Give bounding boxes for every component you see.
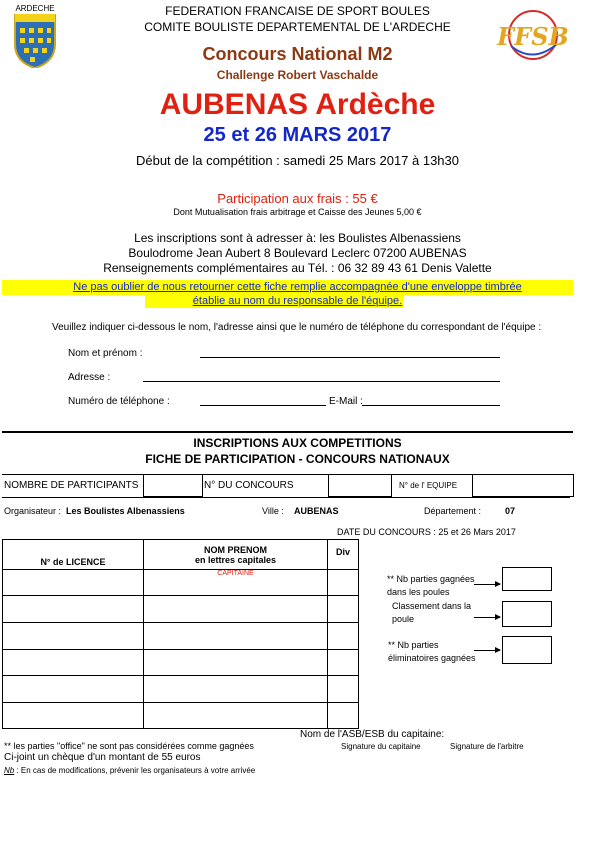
parties-elim-input[interactable] <box>502 636 552 664</box>
div-cell[interactable] <box>328 676 359 703</box>
parties-poules-line1: ** Nb parties gagnées <box>387 574 475 584</box>
parties-elim-line1: ** Nb parties <box>388 640 439 650</box>
nom-cell[interactable] <box>144 703 328 729</box>
col-licence-header: N° de LICENCE <box>3 540 144 570</box>
licence-cell[interactable] <box>3 596 144 623</box>
section-title2: FICHE DE PARTICIPATION - CONCOURS NATIONAUX <box>145 452 450 466</box>
ville-label: Ville : <box>262 506 284 516</box>
table-row <box>3 570 359 596</box>
nom-cell[interactable] <box>144 596 328 623</box>
nom-cell[interactable] <box>144 650 328 676</box>
table-row <box>3 703 359 729</box>
nb-text: : En cas de modifications, prévenir les organisateurs à votre arrivée <box>14 766 256 775</box>
parties-poules-line2: dans les poules <box>387 587 450 597</box>
col-nom-header <box>144 540 328 570</box>
classement-input[interactable] <box>502 601 552 627</box>
inscriptions-line3: Renseignements complémentaires au Tél. : 06 32 89 43 61 Denis Valette <box>103 261 492 275</box>
concours-input[interactable] <box>328 474 392 497</box>
table-header-row <box>3 540 359 570</box>
parties-poules-input[interactable] <box>502 567 552 591</box>
fees-main: Participation aux frais : 55 € <box>217 191 378 206</box>
departement-label: Département : <box>424 506 482 516</box>
phone-field[interactable] <box>200 405 326 406</box>
classement-text <box>392 600 471 626</box>
div-cell[interactable] <box>328 596 359 623</box>
modifications-note <box>4 766 255 775</box>
note-line1: Ne pas oublier de nous retourner cette fiche remplie accompagnée d'une enveloppe timbrée <box>73 281 522 293</box>
licence-cell[interactable] <box>3 703 144 729</box>
address-label: Adresse : <box>68 372 111 383</box>
participants-input[interactable] <box>143 474 203 497</box>
col-div-header: Div <box>328 540 359 570</box>
table-row <box>3 596 359 623</box>
inscriptions-line2: Boulodrome Jean Aubert 8 Boulevard Leclerc 07200 AUBENAS <box>128 246 467 260</box>
address-field[interactable] <box>143 381 500 382</box>
div-cell[interactable] <box>328 570 359 596</box>
div-cell[interactable] <box>328 650 359 676</box>
email-field[interactable] <box>362 405 500 406</box>
capitaine-label: CAPITAINE <box>217 570 254 577</box>
licence-cell[interactable] <box>3 623 144 650</box>
nom-cell[interactable] <box>144 570 328 596</box>
ardeche-logo-label: ARDECHE <box>15 4 55 13</box>
departement-value: 07 <box>505 506 516 516</box>
div-cell[interactable] <box>328 623 359 650</box>
table-row <box>3 676 359 703</box>
cheque-note: Ci-joint un chèque d'un montant de 55 euros <box>4 752 201 763</box>
parties-elim-text <box>388 639 476 665</box>
col-nom-line1: NOM PRENOM <box>204 544 267 555</box>
name-label: Nom et prénom : <box>68 348 143 359</box>
signature-arbitre: Signature de l'arbitre <box>450 742 524 751</box>
licence-cell[interactable] <box>3 570 144 596</box>
table-row <box>3 623 359 650</box>
ville-value: AUBENAS <box>294 506 339 516</box>
phone-label: Numéro de téléphone : <box>68 396 170 407</box>
section-divider <box>2 431 573 433</box>
nom-cell[interactable] <box>144 676 328 703</box>
licence-cell[interactable] <box>3 676 144 703</box>
event-dates: 25 et 26 MARS 2017 <box>203 124 392 146</box>
office-note: ** les parties "office" ne sont pas considérées comme gagnées <box>4 741 254 751</box>
nom-cell[interactable] <box>144 623 328 650</box>
fees-sub: Dont Mutualisation frais arbitrage et Caisse des Jeunes 5,00 € <box>173 207 422 217</box>
parties-poules-text <box>387 573 475 599</box>
inscriptions-line1: Les inscriptions sont à adresser à: les Boulistes Albenassiens <box>134 231 461 245</box>
equipe-input[interactable] <box>472 474 574 497</box>
organisateur-value: Les Boulistes Albenassiens <box>66 506 185 516</box>
col-nom-line2: en lettres capitales <box>194 554 277 565</box>
signature-capitaine: Signature du capitaine <box>341 742 421 751</box>
federation-title: FEDERATION FRANCAISE DE SPORT BOULES <box>165 4 430 18</box>
comite-title: COMITE BOULISTE DEPARTEMENTAL DE L'ARDECHE <box>144 20 451 34</box>
ffsb-logo-text: FFSB <box>497 22 569 51</box>
city-title: AUBENAS Ardèche <box>159 88 436 121</box>
start-time: Début de la compétition : samedi 25 Mars 2017 à 13h30 <box>135 153 460 168</box>
arrow-icon <box>474 584 500 585</box>
parties-elim-line2: éliminatoires gagnées <box>388 653 476 663</box>
email-label: E-Mail : <box>329 396 363 407</box>
players-table <box>2 539 359 729</box>
note-line2: établie au nom du responsable de l'équipe. <box>192 295 403 307</box>
nb-label: Nb <box>4 766 15 775</box>
contact-intro: Veuillez indiquer ci-dessous le nom, l'adresse ainsi que le numéro de téléphone du correspondant de l'équipe : <box>52 322 542 333</box>
date-concours: DATE DU CONCOURS : 25 et 26 Mars 2017 <box>337 527 516 537</box>
licence-cell[interactable] <box>3 650 144 676</box>
arrow-icon <box>474 617 500 618</box>
organisateur-label: Organisateur : <box>4 506 62 516</box>
challenge-subtitle: Challenge Robert Vaschalde <box>216 68 379 82</box>
arrow-icon <box>474 650 500 651</box>
asb-label: Nom de l'ASB/ESB du capitaine: <box>300 729 445 740</box>
participants-label: NOMBRE DE PARTICIPANTS <box>4 480 139 491</box>
name-field[interactable] <box>200 357 500 358</box>
div-cell[interactable] <box>328 703 359 729</box>
section-title1: INSCRIPTIONS AUX COMPETITIONS <box>193 436 402 450</box>
concours-title: Concours National M2 <box>202 44 393 64</box>
equipe-label: N° de l' EQUIPE <box>399 481 458 490</box>
classement-line1: Classement dans la <box>392 601 472 611</box>
concours-label: N° DU CONCOURS <box>204 480 294 491</box>
table-row <box>3 650 359 676</box>
classement-line2: poule <box>392 614 415 624</box>
